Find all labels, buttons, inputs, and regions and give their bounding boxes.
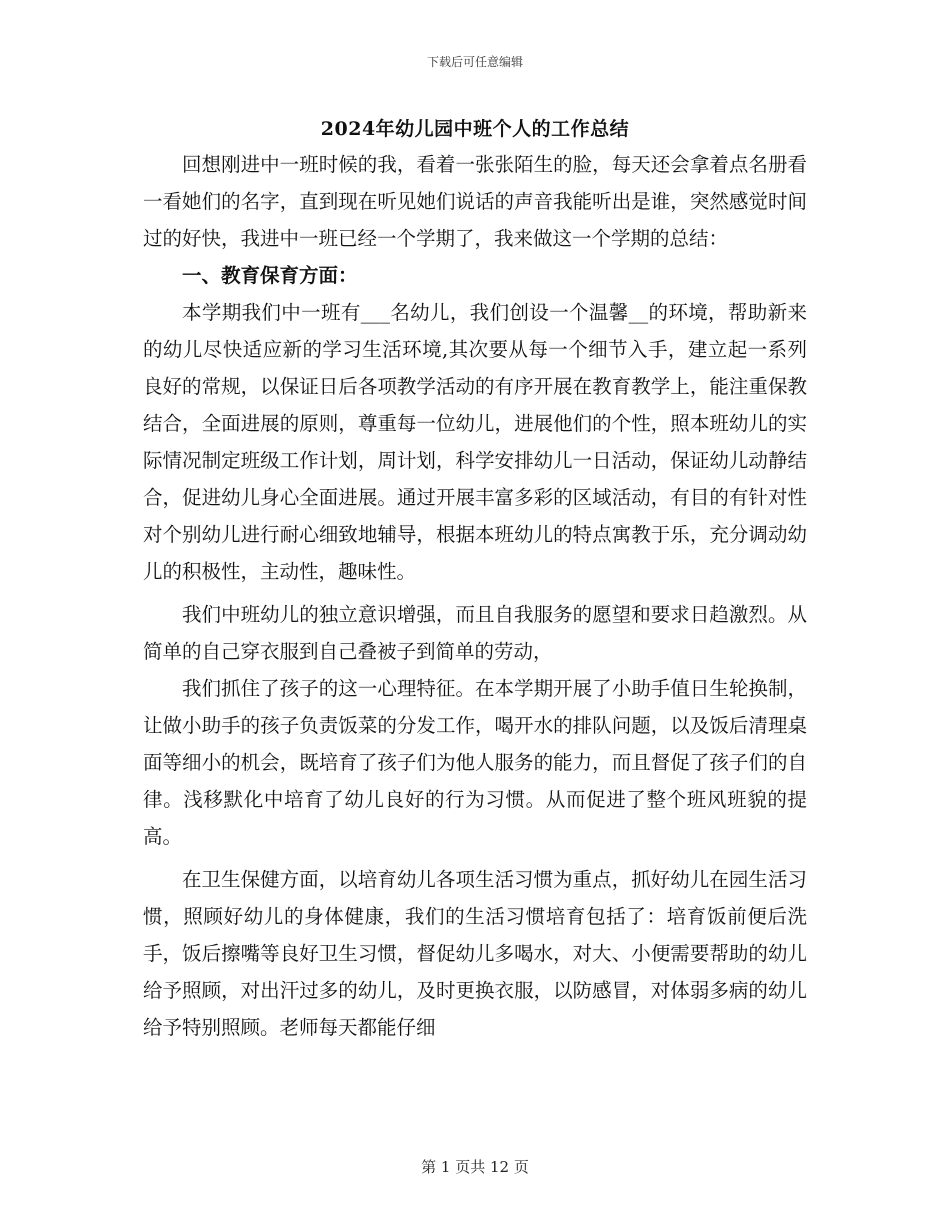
paragraph-intro: 回想刚进中一班时候的我，看着一张张陌生的脸，每天还会拿着点名册看一看她们的名字，直到现在听见她们说话的声音我能听出是谁，突然感觉时间过的好快，我进中一班已经一个学期了，我来做这一个学期的总结：	[143, 153, 807, 250]
header-note: 下载后可任意编辑	[426, 55, 523, 69]
paragraph-health: 在卫生保健方面，以培育幼儿各项生活习惯为重点，抓好幼儿在园生活习惯，照顾好幼儿的身体健康，我们的生活习惯培育包括了：培育饭前便后洗手，饭后擦嘴等良好卫生习惯，督促幼儿多喝水，对大、小便需要帮助的幼儿给予照顾，对出汗过多的幼儿，及时更换衣服，以防感冒，对体弱多病的幼儿给予特别照顾。老师每天都能仔细	[143, 868, 807, 1039]
paragraph-education: 本学期我们中一班有___名幼儿，我们创设一个温馨__的环境，帮助新来的幼儿尽快适应新的学习生活环境,其次要从每一个细节入手，建立起一系列良好的常规，以保证日后各项教学活动的有序开展在教育教学上，能注重保教结合，全面进展的原则，尊重每一位幼儿，进展他们的个性，照本班幼儿的实际情况制定班级工作计划，周计划，科学安排幼儿一日活动，保证幼儿动静结合，促进幼儿身心全面进展。通过开展丰富多彩的区域活动，有目的有针对性对个别幼儿进行耐心细致地辅导，根据本班幼儿的特点寓教于乐，充分调动幼儿的积极性，主动性，趣味性。	[143, 301, 807, 583]
document-body	[143, 146, 807, 1046]
section-heading-education: 一、教育保育方面：	[182, 264, 358, 287]
page-number: 第 1 页共 12 页	[421, 1158, 529, 1176]
paragraph-independence: 我们中班幼儿的独立意识增强，而且自我服务的愿望和要求日趋激烈。从简单的自己穿衣服到自己叠被子到简单的劳动，	[143, 603, 807, 663]
paragraph-helpers: 我们抓住了孩子的这一心理特征。在本学期开展了小助手值日生轮换制，让做小助手的孩子负责饭菜的分发工作，喝开水的排队问题，以及饭后清理桌面等细小的机会，既培育了孩子们为他人服务的能力，而且督促了孩子们的自律。浅移默化中培育了幼儿良好的行为习惯。从而促进了整个班风班貌的提高。	[143, 677, 807, 848]
document-title: 2024年幼儿园中班个人的工作总结	[320, 118, 630, 140]
